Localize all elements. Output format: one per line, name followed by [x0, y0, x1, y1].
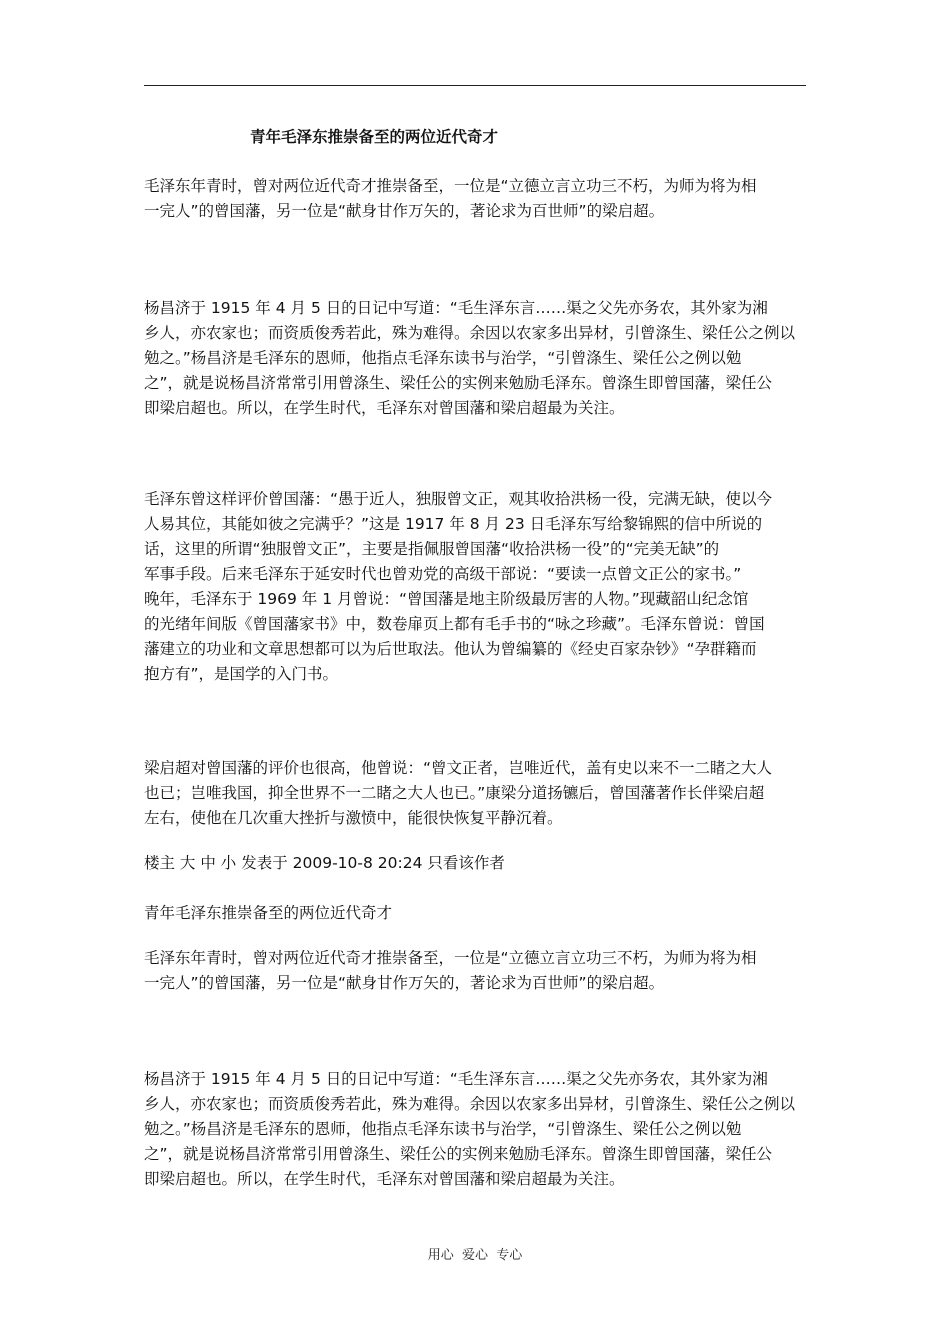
paragraph-zeng-guofan: 毛泽东曾这样评价曾国藩：“愚于近人，独服曾文正，观其收拾洪杨一役，完满无缺，使以今 人易其位，其能如彼之完满乎？”这是 1917 年 8 月 23 日毛泽东写给黎锦熙的信中所说的 话，这里的所谓“独服曾文正”，主要是指佩服曾国藩“收拾洪杨一役”的“完美无缺”的 军事手段。后来毛泽东于延安时代也曾劝党的高级干部说：“要读一点曾文正公的家书。” 晚年，毛泽东于 1969 年 1 月曾说：“曾国藩是地主阶级最厉害的人物。”现藏韶山纪念馆 的光绪年间版《曾国藩家书》中，数卷扉页上都有毛手书的“咏之珍藏”。毛泽东曾说：曾国 藩建立的功业和文章思想都可以为后世取法。他认为曾编纂的《经史百家杂钞》“孕群籍而 抱方有”，是国学的入门书。: [144, 490, 773, 683]
paragraph-intro-repeat: 毛泽东年青时，曾对两位近代奇才推崇备至，一位是“立德立言立功三不朽，为师为将为相 一完人”的曾国藩，另一位是“献身甘作万矢的，著论求为百世师”的梁启超。: [144, 949, 757, 992]
paragraph-yang-changji: 杨昌济于 1915 年 4 月 5 日的日记中写道：“毛生泽东言……渠之父先亦务农，其外家为湘 乡人，亦农家也；而资质俊秀若此，殊为难得。余因以农家多出异材，引曾涤生、梁任公之例以 勉之。”杨昌济是毛泽东的恩师，他指点毛泽东读书与治学，“引曾涤生、梁任公之例以勉 之”，就是说杨昌济常常引用曾涤生、梁任公的实例来勉励毛泽东。曾涤生即曾国藩，梁任公 即梁启超也。所以，在学生时代，毛泽东对曾国藩和梁启超最为关注。: [144, 299, 796, 417]
page-footer: 用心 爱心 专心: [427, 1248, 523, 1263]
post-meta-line: 楼主 大 中 小 发表于 2009-10-8 20:24 只看该作者: [144, 854, 505, 872]
document-title: 青年毛泽东推崇备至的两位近代奇才: [250, 128, 499, 146]
paragraph-intro: 毛泽东年青时，曾对两位近代奇才推崇备至，一位是“立德立言立功三不朽，为师为将为相 一完人”的曾国藩，另一位是“献身甘作万矢的，著论求为百世师”的梁启超。: [144, 177, 757, 220]
header-rule: [144, 85, 806, 86]
paragraph-yang-changji-repeat: 杨昌济于 1915 年 4 月 5 日的日记中写道：“毛生泽东言……渠之父先亦务农，其外家为湘 乡人，亦农家也；而资质俊秀若此，殊为难得。余因以农家多出异材，引曾涤生、梁任公之例以 勉之。”杨昌济是毛泽东的恩师，他指点毛泽东读书与治学，“引曾涤生、梁任公之例以勉 之”，就是说杨昌济常常引用曾涤生、梁任公的实例来勉励毛泽东。曾涤生即曾国藩，梁任公 即梁启超也。所以，在学生时代，毛泽东对曾国藩和梁启超最为关注。: [144, 1070, 796, 1188]
repeated-title: 青年毛泽东推崇备至的两位近代奇才: [144, 904, 393, 922]
paragraph-liang-qichao: 梁启超对曾国藩的评价也很高，他曾说：“曾文正者，岂唯近代，盖有史以来不一二睹之大人 也已；岂唯我国，抑全世界不一二睹之大人也已。”康梁分道扬镳后，曾国藩著作长伴梁启超 左右，使他在几次重大挫折与激愤中，能很快恢复平静沉着。: [144, 759, 773, 827]
